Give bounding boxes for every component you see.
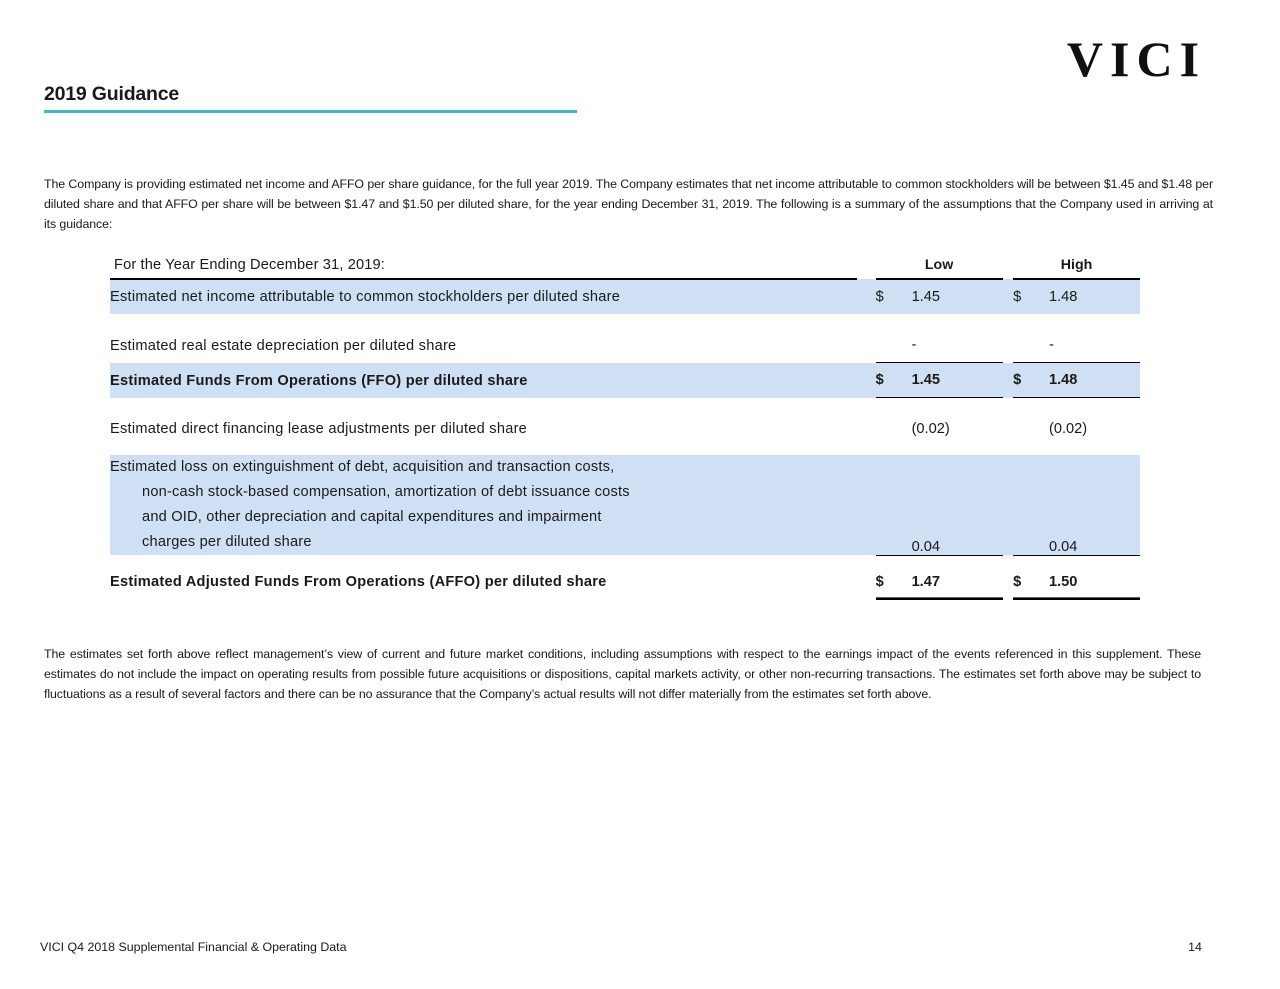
table-row (110, 328, 1140, 363)
table-row-subtotal (110, 363, 1140, 398)
row-high-value: - (1049, 328, 1140, 363)
row-spacer (110, 555, 1140, 565)
table-row-total (110, 565, 1140, 600)
row-gap (1003, 455, 1014, 555)
row-high-value: 1.48 (1049, 279, 1140, 314)
row-label-depreciation: Estimated real estate depreciation per diluted share (110, 337, 457, 354)
row-low-value: 0.04 (912, 455, 1003, 555)
row-label-line-2: non-cash stock-based compensation, amortization of debt issuance costs (142, 484, 630, 500)
table-row-multiline (110, 455, 1140, 555)
footer-document-title: VICI Q4 2018 Supplemental Financial & Operating Data (40, 940, 347, 954)
row-low-value: (0.02) (911, 421, 950, 437)
row-low-currency (876, 412, 912, 446)
row-label-line-4: charges per diluted share (142, 534, 312, 550)
row-low-value: 1.45 (912, 279, 1003, 314)
row-label-other-adjustments (110, 455, 857, 555)
table-row (110, 412, 1140, 446)
row-gap (857, 363, 876, 398)
row-low-value: 1.47 (912, 565, 1003, 600)
row-high-currency: $ (1013, 565, 1049, 600)
row-low-currency (876, 328, 912, 363)
row-high-currency (1013, 455, 1049, 555)
row-spacer-cell (110, 314, 1140, 328)
intro-paragraph: The Company is providing estimated net income and AFFO per share guidance, for the full year 2019. The Company estimates that net income attributable to common stockholders will be between $1.45 and $1.48 per diluted share and that AFFO per share will be between $1.47 and $1.50 per diluted share, for the year ending December 31, 2019. The following is a summary of the assumptions that the Company used in arriving at its guidance: (44, 177, 1213, 231)
row-low-value: - (912, 328, 1003, 363)
row-spacer (110, 398, 1140, 413)
row-high-value: 1.50 (1049, 565, 1140, 600)
vici-logo: VICI (1066, 31, 1207, 87)
row-label-net-income: Estimated net income attributable to common stockholders per diluted share (110, 279, 857, 314)
row-gap (857, 328, 876, 363)
column-header-high: High (1013, 252, 1140, 279)
closing-paragraph: The estimates set forth above reflect management’s view of current and future market conditions, including assumptions with respect to the earnings impact of the events referenced in this supplement. These estimates do not include the impact on operating results from possible future acquisitions or dispositions, capital markets activity, or other non-recurring transactions. The estimates set forth above may be subject to fluctuations as a result of several factors and there can be no assurance that the Company’s actual results will not differ materially from the estimates set forth above. (44, 647, 1201, 701)
row-label-ffo: Estimated Funds From Operations (FFO) per diluted share (110, 363, 857, 398)
row-spacer (110, 314, 1140, 328)
footer-page-number: 14 (1188, 940, 1202, 954)
row-label-lease-adjustments: Estimated direct financing lease adjustments per diluted share (110, 421, 528, 437)
row-gap (1003, 363, 1014, 398)
row-gap (857, 412, 876, 446)
row-high-value: 0.04 (1049, 455, 1140, 555)
row-high-value: (0.02) (1049, 421, 1088, 437)
table-row (110, 279, 1140, 314)
row-low-currency: $ (876, 279, 912, 314)
title-underline-rule (44, 110, 577, 113)
header-gap-2 (1003, 252, 1014, 279)
row-label-line-3: and OID, other depreciation and capital expenditures and impairment (142, 509, 602, 525)
row-high-value: 1.48 (1049, 363, 1140, 398)
row-high-currency (1013, 328, 1049, 363)
row-low-currency: $ (876, 363, 912, 398)
page-title: 2019 Guidance (44, 83, 180, 105)
column-header-low: Low (876, 252, 1003, 279)
row-gap (857, 455, 876, 555)
row-gap (857, 565, 876, 600)
header-gap-1 (857, 252, 876, 279)
table-period-label: For the Year Ending December 31, 2019: (110, 252, 857, 279)
row-spacer (110, 446, 1140, 455)
row-gap (1003, 412, 1014, 446)
row-low-currency (876, 455, 912, 555)
row-high-currency (1013, 412, 1049, 446)
row-label-line-1: Estimated loss on extinguishment of debt, acquisition and transaction costs, (110, 459, 615, 475)
row-gap (1003, 565, 1014, 600)
row-spacer-cell (110, 446, 1140, 455)
table-header-row (110, 252, 1140, 279)
row-gap (857, 279, 876, 314)
row-spacer-cell (110, 398, 1140, 413)
row-low-value: 1.45 (912, 363, 1003, 398)
guidance-table (110, 252, 1140, 600)
row-high-currency: $ (1013, 279, 1049, 314)
row-low-currency: $ (876, 565, 912, 600)
row-spacer-cell (110, 555, 1140, 565)
row-gap (1003, 328, 1014, 363)
row-gap (1003, 279, 1014, 314)
row-high-currency: $ (1013, 363, 1049, 398)
row-label-affo: Estimated Adjusted Funds From Operations (AFFO) per diluted share (110, 574, 607, 590)
